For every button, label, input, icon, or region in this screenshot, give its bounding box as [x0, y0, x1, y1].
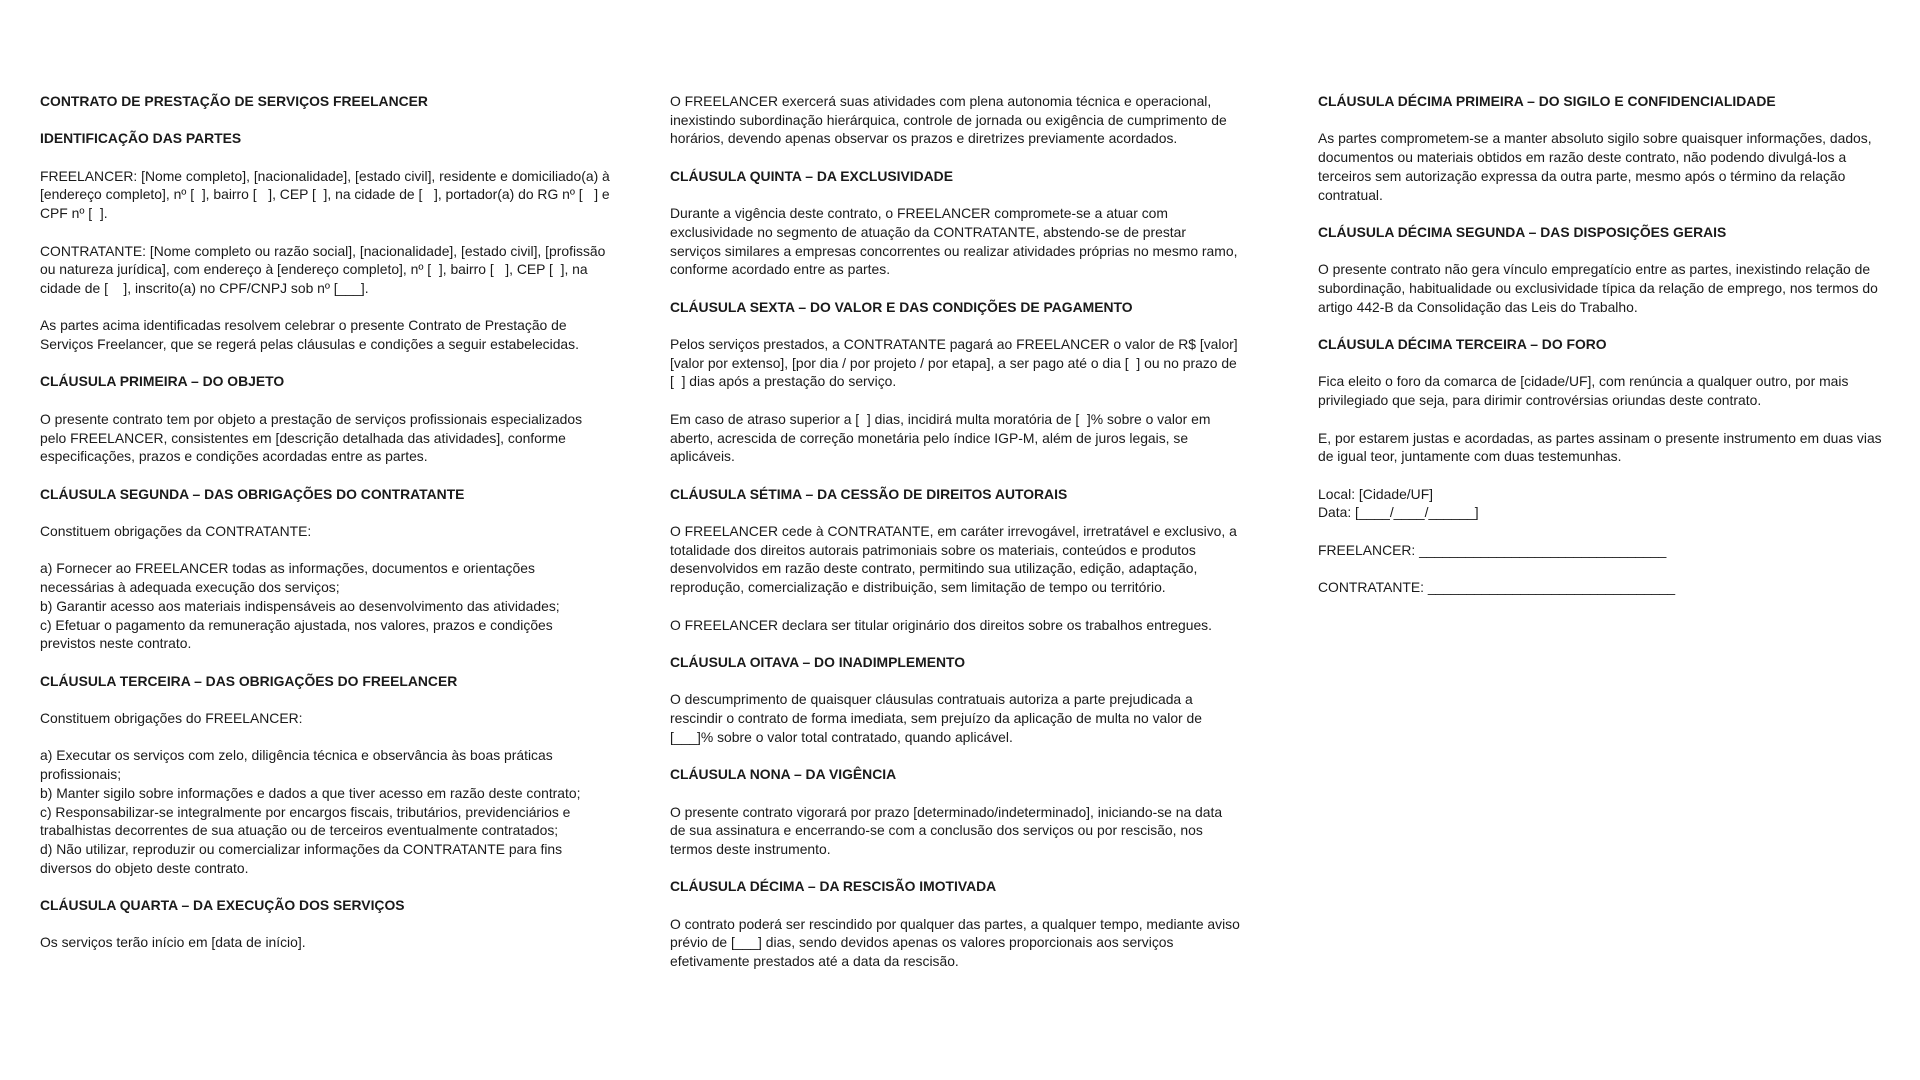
paragraph: O presente contrato não gera vínculo empregatício entre as partes, inexistindo relação de subordinação, habitualidade ou exclusividade típica da relação de emprego, nos termos do artigo 442-B da Consolidação das Leis do Trabalho.: [1318, 261, 1878, 315]
clause-heading: CLÁUSULA SEXTA – DO VALOR E DAS CONDIÇÕES DE PAGAMENTO: [670, 298, 1133, 315]
clause-heading: IDENTIFICAÇÃO DAS PARTES: [40, 130, 242, 147]
paragraph: As partes comprometem-se a manter absoluto sigilo sobre quaisquer informações, dados, documentos ou materiais obtidos em razão deste contrato, não podendo divulgá-los a terceiros sem autorização expressa da outra parte, mesmo após o término da relação contratual.: [1318, 130, 1872, 203]
document-column-3: [1318, 92, 1902, 597]
clause-heading: CLÁUSULA DÉCIMA PRIMEIRA – DO SIGILO E CONFIDENCIALIDADE: [1318, 93, 1776, 109]
paragraph: Constituem obrigações da CONTRATANTE:: [40, 523, 312, 540]
paragraph: Local: [Cidade/UF] Data: [____/____/______]: [1318, 485, 1479, 521]
document-title: CONTRATO DE PRESTAÇÃO DE SERVIÇOS FREELANCER: [40, 93, 428, 109]
clause-heading: CLÁUSULA QUARTA – DA EXECUÇÃO DOS SERVIÇOS: [40, 897, 405, 914]
paragraph: Pelos serviços prestados, a CONTRATANTE pagará ao FREELANCER o valor de R$ [valor] [valor por extenso], [por dia / por projeto / por etapa], a ser pago até o dia [ ] ou no prazo de [ ] dias após a prestação do serviço.: [670, 336, 1238, 390]
clause-heading: CLÁUSULA SÉTIMA – DA CESSÃO DE DIREITOS AUTORAIS: [670, 485, 1068, 502]
paragraph: O FREELANCER exercerá suas atividades com plena autonomia técnica e operacional, inexistindo subordinação hierárquica, controle de jornada ou exigência de cumprimento de horários, devendo apenas observar os prazos e diretrizes previamente acordados.: [670, 93, 1227, 147]
document-column-2: [670, 92, 1260, 971]
paragraph: a) Fornecer ao FREELANCER todas as informações, documentos e orientações necessárias à adequada execução dos serviços; b) Garantir acesso aos materiais indispensáveis ao desenvolvimento das atividades; c) Efetuar o pagamento da remuneração ajustada, nos valores, prazos e condições previstos neste contrato.: [40, 560, 560, 652]
clause-heading: CLÁUSULA QUINTA – DA EXCLUSIVIDADE: [670, 167, 953, 184]
paragraph: FREELANCER: [Nome completo], [nacionalidade], [estado civil], residente e domiciliado(a) à [endereço completo], nº [ ], bairro [ ], CEP [ ], na cidade de [ ], portador(a) do RG nº [ ] e CPF nº [ ].: [40, 167, 610, 222]
paragraph: Os serviços terão início em [data de início].: [40, 934, 306, 951]
paragraph: O FREELANCER cede à CONTRATANTE, em caráter irrevogável, irretratável e exclusivo, a totalidade dos direitos autorais patrimoniais sobre os materiais, conteúdos e produtos desenvolvidos em razão deste contrato, permitindo sua utilização, edição, adaptação, reprodução, comercialização e distribuição, sem limitação de tempo ou território.: [670, 523, 1237, 596]
clause-heading: CLÁUSULA DÉCIMA – DA RESCISÃO IMOTIVADA: [670, 878, 997, 895]
clause-heading: CLÁUSULA OITAVA – DO INADIMPLEMENTO: [670, 653, 966, 670]
paragraph: As partes acima identificadas resolvem celebrar o presente Contrato de Prestação de Serviços Freelancer, que se regerá pelas cláusulas e condições a seguir estabelecidas.: [40, 317, 579, 353]
paragraph: CONTRATANTE: ________________________________: [1318, 579, 1676, 596]
paragraph: Durante a vigência deste contrato, o FREELANCER compromete-se a atuar com exclusividade no segmento de atuação da CONTRATANTE, abstendo-se de prestar serviços similares a empresas concorrentes ou realizar atividades próprias no mesmo ramo, conforme acordado entre as partes.: [670, 205, 1238, 278]
clause-heading: CLÁUSULA PRIMEIRA – DO OBJETO: [40, 373, 285, 390]
clause-heading: CLÁUSULA NONA – DA VIGÊNCIA: [670, 766, 897, 783]
paragraph: O descumprimento de quaisquer cláusulas contratuais autoriza a parte prejudicada a rescindir o contrato de forma imediata, sem prejuízo da aplicação de multa no valor de [___]% sobre o valor total contratado, quando aplicável.: [670, 691, 1202, 745]
paragraph: Em caso de atraso superior a [ ] dias, incidirá multa moratória de [ ]% sobre o valor em aberto, acrescida de correção monetária pelo índice IGP-M, além de juros legais, se aplicáveis.: [670, 410, 1211, 465]
clause-heading: CLÁUSULA SEGUNDA – DAS OBRIGAÇÕES DO CONTRATANTE: [40, 485, 465, 502]
clause-heading: CLÁUSULA DÉCIMA TERCEIRA – DO FORO: [1318, 336, 1607, 353]
clause-heading: CLÁUSULA TERCEIRA – DAS OBRIGAÇÕES DO FREELANCER: [40, 672, 458, 689]
paragraph: Fica eleito o foro da comarca de [cidade/UF], com renúncia a qualquer outro, por mais privilegiado que seja, para dirimir controvérsias oriundas deste contrato.: [1318, 373, 1849, 409]
paragraph: O presente contrato tem por objeto a prestação de serviços profissionais especializados pelo FREELANCER, consistentes em [descrição detalhada das atividades], conforme especificações, prazos e condições acordadas entre as partes.: [40, 410, 583, 465]
paragraph: FREELANCER: ________________________________: [1318, 541, 1667, 558]
paragraph: O FREELANCER declara ser titular originário dos direitos sobre os trabalhos entregues.: [670, 616, 1212, 633]
clause-heading: CLÁUSULA DÉCIMA SEGUNDA – DAS DISPOSIÇÕES GERAIS: [1318, 223, 1727, 240]
paragraph: O contrato poderá ser rescindido por qualquer das partes, a qualquer tempo, mediante aviso prévio de [___] dias, sendo devidos apenas os valores proporcionais aos serviços efetivamente prestados até a data da rescisão.: [670, 915, 1240, 970]
paragraph: O presente contrato vigorará por prazo [determinado/indeterminado], iniciando-se na data de sua assinatura e encerrando-se com a conclusão dos serviços ou por rescisão, nos termos deste instrumento.: [670, 803, 1223, 857]
paragraph: CONTRATANTE: [Nome completo ou razão social], [nacionalidade], [estado civil], [profissão ou natureza jurídica], com endereço à [endereço completo], nº [ ], bairro [ ], CEP [ ], na cidade de [ ], inscrito(a) no CPF/CNPJ sob nº [___].: [40, 242, 606, 296]
document-column-1: [40, 92, 630, 952]
paragraph: Constituem obrigações do FREELANCER:: [40, 710, 303, 727]
paragraph: a) Executar os serviços com zelo, diligência técnica e observância às boas práticas profissionais; b) Manter sigilo sobre informações e dados a que tiver acesso em razão deste contrato; c) Responsabilizar-se integralmente por encargos fiscais, tributários, previdenciários e trabalhistas decorrentes de sua atuação ou de terceiros eventualmente contratados; d) Não utilizar, reproduzir ou comercializar informações da CONTRATANTE para fins diversos do objeto deste contrato.: [40, 747, 581, 876]
paragraph: E, por estarem justas e acordadas, as partes assinam o presente instrumento em duas vias de igual teor, juntamente com duas testemunhas.: [1318, 429, 1882, 465]
